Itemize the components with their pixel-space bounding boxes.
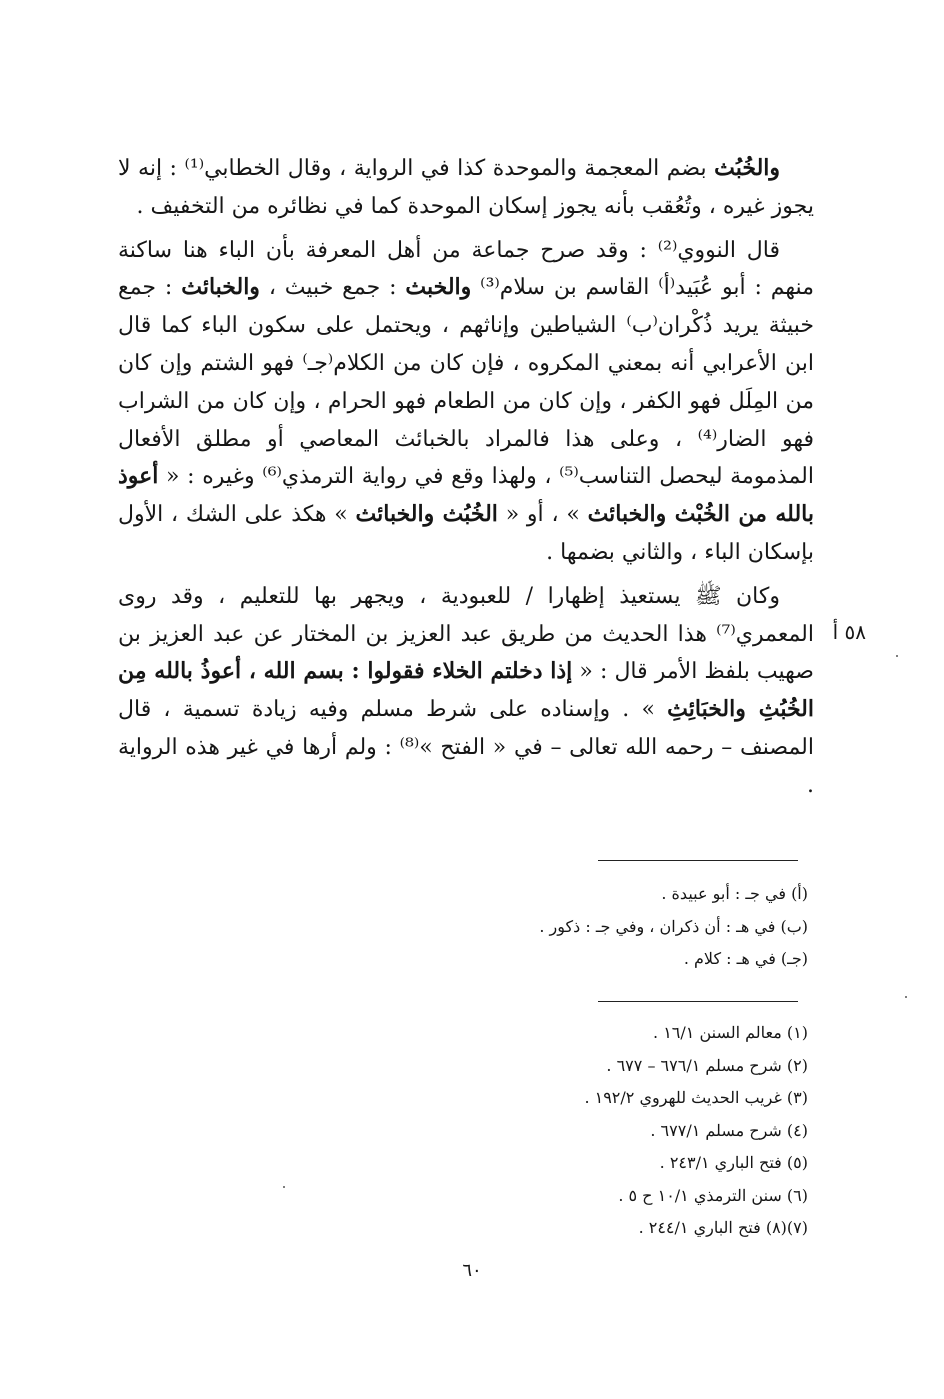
footnote: (٧)(٨) فتح الباري ٢٤٤/١ . bbox=[638, 1218, 808, 1237]
footnote: (١) معالم السنن ١٦/١ . bbox=[653, 1023, 808, 1042]
footnote: (٥) فتح الباري ٢٤٣/١ . bbox=[659, 1153, 808, 1172]
text-run: » هكذ على الشك ، الأول بإسكان الباء ، والثاني بضمها . bbox=[118, 502, 814, 565]
scan-speck bbox=[283, 1186, 285, 1188]
manuscript-folio-note: ٥٨ أ bbox=[832, 620, 866, 644]
variant-notes bbox=[248, 878, 808, 976]
paragraph-2 bbox=[118, 232, 814, 572]
text-run: بضم المعجمة والموحدة كذا في الرواية ، وقال الخطابي⁽¹⁾ : إنه لا يجوز غيره ، وتُعُقب بأنه يجوز إسكان الموحدة كما في نظائره من التخفيف . bbox=[118, 156, 814, 219]
text-run: : جمع خبيثة يريد ذُكْران⁽ب⁾ الشياطين وإناثهم ، ويحتمل على سكون الباء كما قال ابن الأعرابي أنه بمعني المكروه ، فإن كان من الكلام⁽جـ⁾ فهو الشتم وإن كان من المِلَل فهو الكفر ، وإن كان من الطعام فهو الحرام ، وإن كان من الشراب فهو الضار⁽⁴⁾ ، وعلى هذا فالمراد بالخبائث المعاصي أو مطلق الأفعال المذمومة ليحصل التناسب⁽⁵⁾ ، ولهذا وقع في رواية الترمذي⁽⁶⁾ وغيره : « bbox=[118, 275, 815, 490]
text-run: » ، أو « bbox=[497, 502, 588, 528]
footnote: (٤) شرح مسلم ٦٧٧/١ . bbox=[650, 1120, 808, 1140]
variant-notes-separator bbox=[598, 860, 798, 861]
bold-term: أعوذ بالله من الخُبْث والخبائث bbox=[118, 463, 814, 528]
paragraph-1 bbox=[118, 150, 814, 226]
scan-speck bbox=[905, 996, 907, 998]
main-text bbox=[118, 150, 814, 805]
bold-term: الخُبُث والخبائث bbox=[355, 501, 498, 528]
bold-term: إذا دخلتم الخلاء فقولوا : بسم الله ، أعوذُ بالله مِن الخُبُثِ والخبَائِثِ bbox=[118, 658, 814, 723]
footnotes-separator bbox=[598, 1001, 798, 1002]
bold-term: والخُبُث bbox=[714, 155, 781, 181]
footnote: (٦) سنن الترمذي ١٠/١ ح ٥ . bbox=[618, 1185, 808, 1205]
paragraph-3 bbox=[118, 578, 814, 805]
text-run: قال النووي⁽²⁾ : وقد صرح جماعة من أهل المعرفة بأن الباء هنا ساكنة منهم : أبو عُبَيد⁽أ⁾ القاسم بن سلام⁽³⁾ bbox=[118, 237, 814, 301]
bold-term: والخبث bbox=[405, 274, 472, 301]
footnote: (٢) شرح مسلم ٦٧٦/١ – ٦٧٧ . bbox=[606, 1055, 808, 1075]
footnote: (٣) غريب الحديث للهروي ١٩٢/٢ . bbox=[584, 1088, 808, 1107]
footnotes bbox=[248, 1017, 808, 1245]
bold-term: والخبائث bbox=[181, 274, 260, 301]
scan-speck bbox=[896, 655, 898, 657]
variant-note: (جـ) في هـ : كلام . bbox=[683, 949, 808, 968]
text-run: » . وإسناده على شرط مسلم وفيه زيادة تسمية ، قال المصنف – رحمه الله تعالى – في « الفتح »⁽⁸⁾ : ولم أرها في غير هذه الرواية . bbox=[118, 697, 814, 798]
variant-note: (أ) في جـ : أبو عبيدة . bbox=[661, 884, 808, 903]
text-run: وكان ﷺ يستعيذ إظهارا / للعبودية ، ويجهر بها للتعليم ، وقد روى المعمري⁽⁷⁾ هذا الحديث من طريق عبد العزيز بن المختار عن عبد العزيز بن صهيب بلفظ الأمر قال : « bbox=[118, 583, 814, 685]
text-run: : جمع خبيث ، bbox=[259, 275, 406, 301]
variant-note: (ب) في هـ : أن ذكران ، وفي جـ : ذكور . bbox=[539, 916, 808, 936]
page-number: ٦٠ bbox=[462, 1260, 482, 1281]
